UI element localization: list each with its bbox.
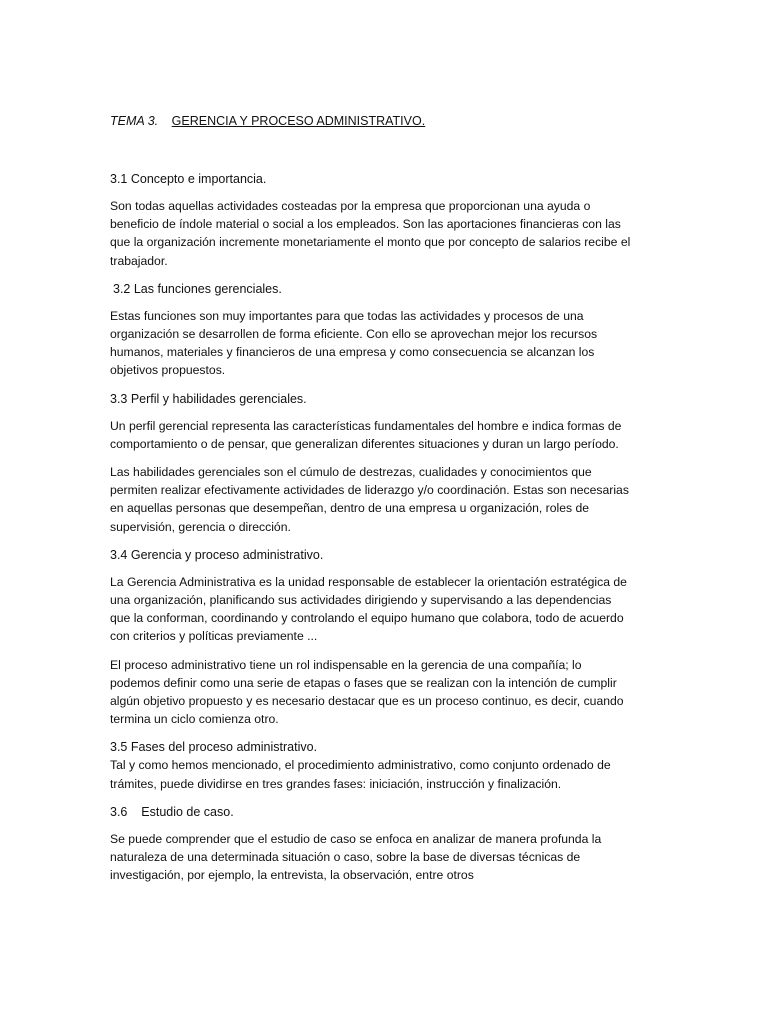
section-3-2-heading: 3.2 Las funciones gerenciales. — [113, 281, 282, 296]
section-3-4-paragraph-2: El proceso administrativo tiene un rol indispensable en la gerencia de una compañía; lo podemos definir como una serie de etapas o fases que se realizan con la intención de cumplir algún objetivo propuesto y es necesario destacar que es un proceso continuo, es decir, cuando termina un ciclo comienza otro. — [110, 657, 624, 727]
tema-label: TEMA 3. — [110, 114, 159, 128]
section-3-5-paragraph: Tal y como hemos mencionado, el procedimiento administrativo, como conjunto ordenado de trámites, puede dividirse en tres grandes fases: iniciación, instrucción y finalización. — [110, 758, 611, 791]
document-title — [110, 112, 634, 130]
section-3-3-paragraph-1: Un perfil gerencial representa las características fundamentales del hombre e indica formas de comportamiento o de pensar, que generalizan diferentes situaciones y duran un largo período. — [110, 418, 622, 451]
section-3-4-paragraph-1: La Gerencia Administrativa es la unidad responsable de establecer la orientación estratégica de una organización, planificando sus actividades dirigiendo y supervisando a las dependencias que la conforman, coordinando y controlando el equipo humano que colabora, todo de acuerdo con criterios y políticas previamente ... — [110, 574, 627, 644]
section-3-5-heading: 3.5 Fases del proceso administrativo. — [110, 740, 318, 755]
section-3-6-paragraph: Se puede comprender que el estudio de caso se enfoca en analizar de manera profunda la naturaleza de una determinada situación o caso, sobre la base de diversas técnicas de investigación, por ejemplo, la entrevista, la observación, entre otros — [110, 831, 602, 883]
section-3-3-heading: 3.3 Perfil y habilidades gerenciales. — [110, 391, 307, 406]
tema-title: GERENCIA Y PROCESO ADMINISTRATIVO. — [171, 114, 426, 128]
section-3-6-heading: 3.6 Estudio de caso. — [110, 804, 234, 819]
section-3-2-paragraph: Estas funciones son muy importantes para que todas las actividades y procesos de una organización se desarrollen de forma eficiente. Con ello se aprovechan mejor los recursos humanos, materiales y financieros de una empresa y como consecuencia se alcanzan los objetivos propuestos. — [110, 308, 598, 378]
section-3-1-paragraph: Son todas aquellas actividades costeadas por la empresa que proporcionan una ayuda o beneficio de índole material o social a los empleados. Son las aportaciones financieras con las que la organización incremente monetariamente el monto que por concepto de salarios recibe el trabajador. — [110, 199, 631, 268]
section-3-3-paragraph-2: Las habilidades gerenciales son el cúmulo de destrezas, cualidades y conocimientos que permiten realizar efectivamente actividades de liderazgo y/o coordinación. Estas son necesarias en aquellas personas que desempeñan, dentro de una empresa u organización, roles de supervisión, gerencia o dirección. — [110, 465, 629, 534]
section-3-4-heading: 3.4 Gerencia y proceso administrativo. — [110, 547, 324, 562]
section-3-1-heading: 3.1 Concepto e importancia. — [110, 172, 267, 186]
